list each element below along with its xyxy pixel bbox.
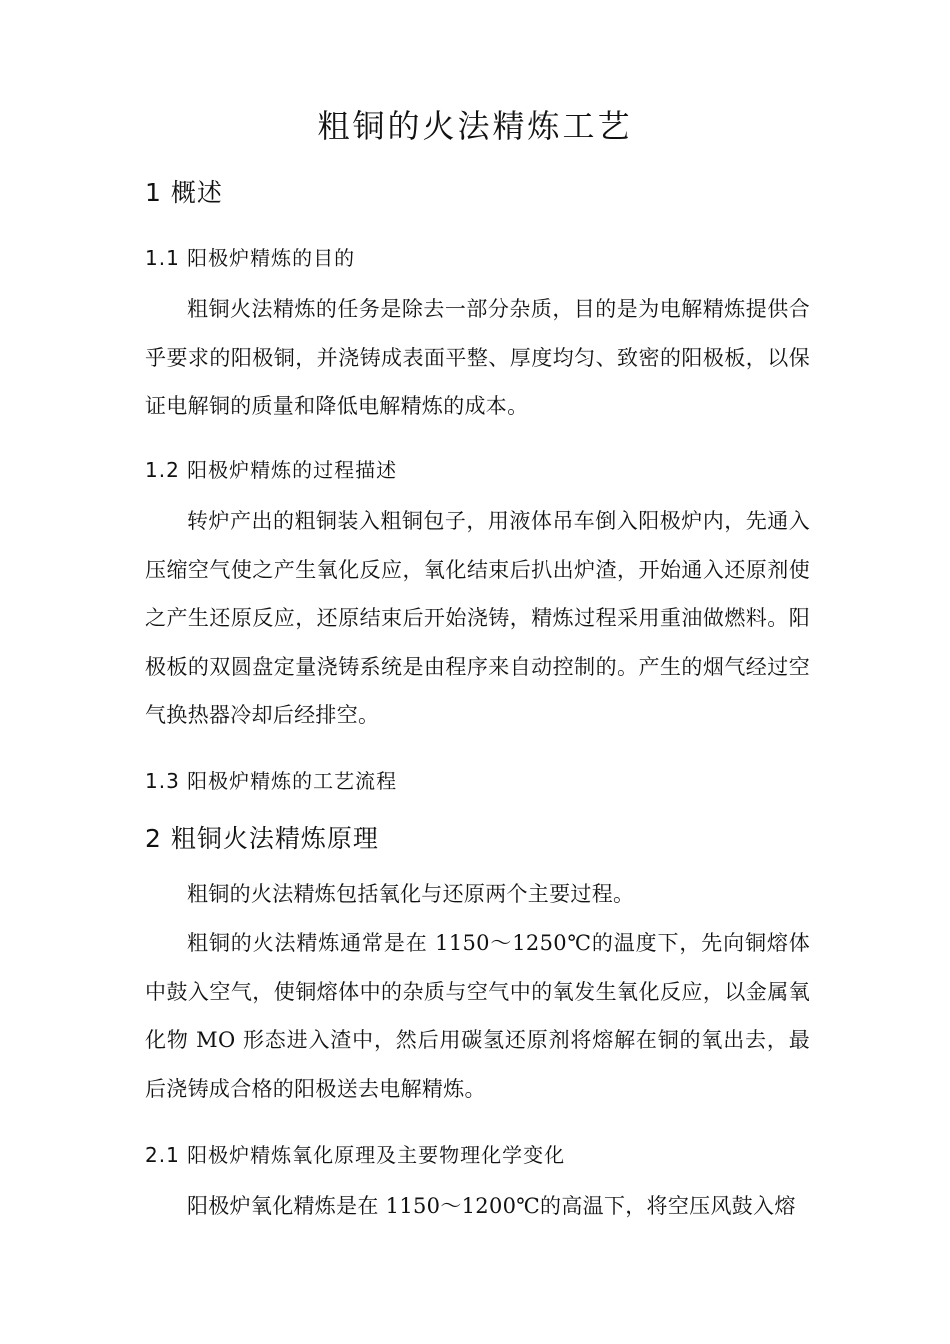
section-heading-2: 2 粗铜火法精炼原理 — [145, 824, 379, 853]
subsection-heading-1-1: 1.1 阳极炉精炼的目的 — [145, 246, 356, 270]
paragraph-1-2: 转炉产出的粗铜装入粗铜包子，用液体吊车倒入阳极炉内，先通入压缩空气使之产生氧化反应，氧化结束后扒出炉渣，开始通入还原剂使之产生还原反应，还原结束后开始浇铸，精炼过程采用重油做燃料。阳极板的双圆盘定量浇铸系统是由程序来自动控制的。产生的烟气经过空气换热器冷却后经排空。 — [145, 509, 810, 727]
subsection-heading-1-3: 1.3 阳极炉精炼的工艺流程 — [145, 769, 398, 793]
subsection-heading-2-1: 2.1 阳极炉精炼氧化原理及主要物理化学变化 — [145, 1143, 566, 1167]
paragraph-2-intro: 粗铜的火法精炼包括氧化与还原两个主要过程。 — [187, 882, 635, 906]
subsection-heading-1-2: 1.2 阳极炉精炼的过程描述 — [145, 458, 398, 482]
paragraph-2-detail: 粗铜的火法精炼通常是在 1150～1250℃的温度下，先向铜熔体中鼓入空气，使铜熔体中的杂质与空气中的氧发生氧化反应，以金属氧化物 MO 形态进入渣中，然后用碳氢还原剂将熔解在铜的氧出去，最后浇铸成合格的阳极送去电解精炼。 — [145, 931, 810, 1101]
paragraph-1-1: 粗铜火法精炼的任务是除去一部分杂质，目的是为电解精炼提供合乎要求的阳极铜，并浇铸成表面平整、厚度均匀、致密的阳极板，以保证电解铜的质量和降低电解精炼的成本。 — [145, 297, 810, 418]
section-heading-1: 1 概述 — [145, 178, 223, 207]
paragraph-2-1: 阳极炉氧化精炼是在 1150～1200℃的高温下，将空压风鼓入熔 — [187, 1194, 796, 1218]
document-title: 粗铜的火法精炼工艺 — [317, 107, 633, 145]
